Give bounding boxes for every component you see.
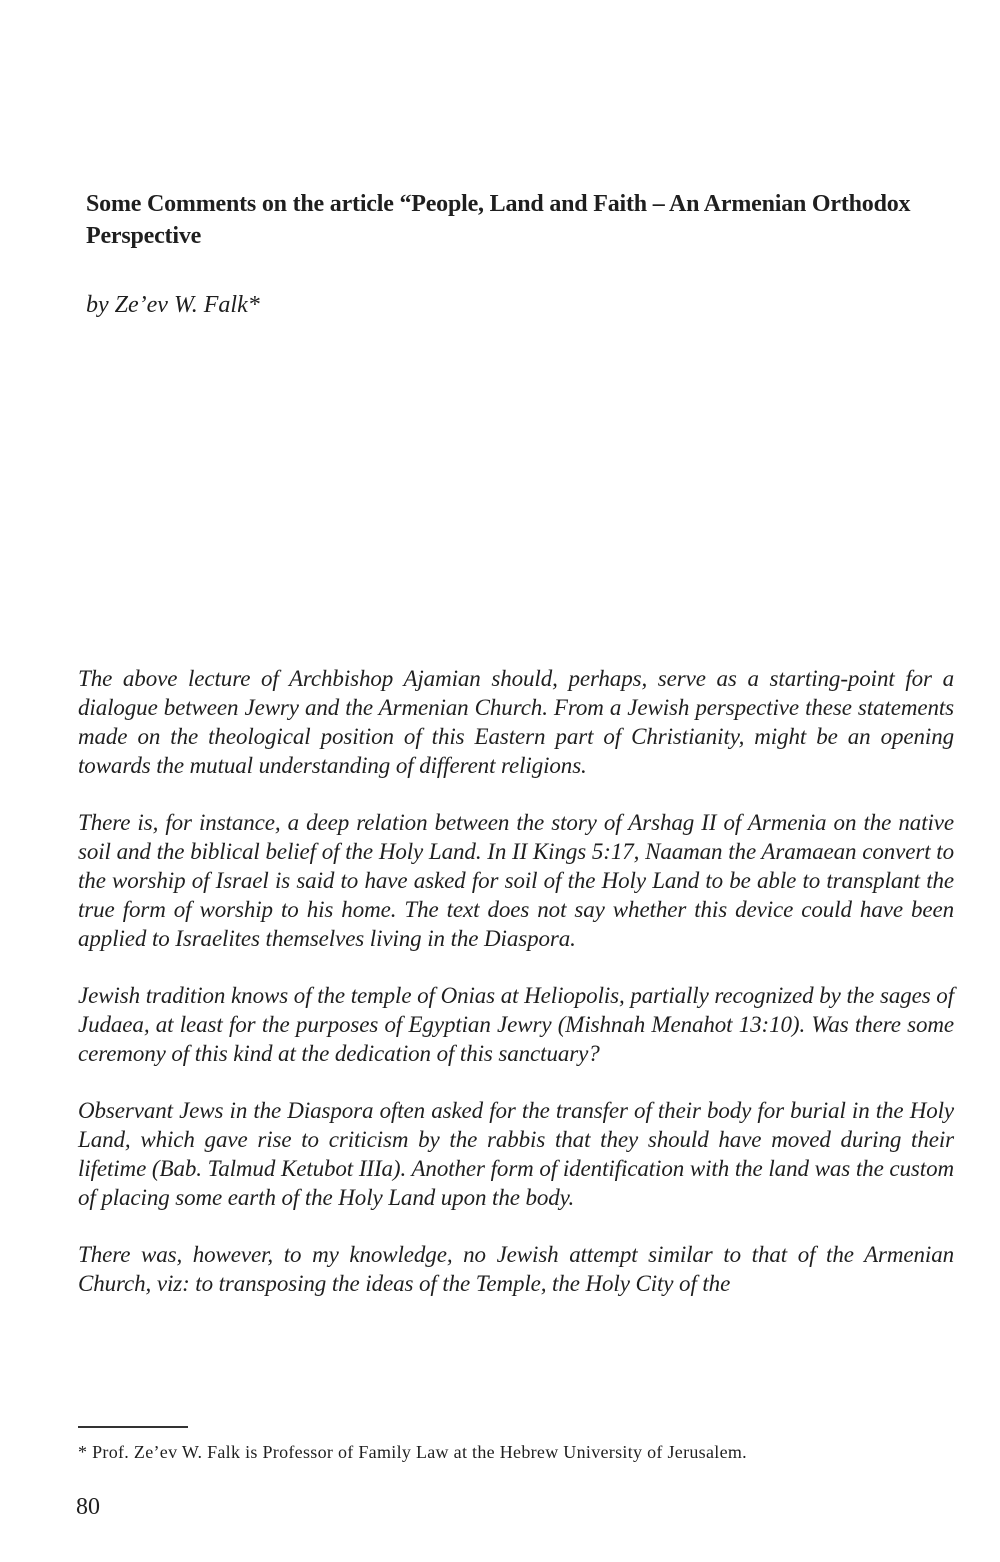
paragraph: Observant Jews in the Diaspora often asked for the transfer of their body for burial in the Holy Land, which gave rise to criticism by the rabbis that they should have moved during their lifetime (Bab. Talmud Ketubot IIIa). Another form of identification with the land was the custom of placing some earth of the Holy Land upon the body. (78, 1098, 954, 1210)
footnote-divider (78, 1426, 188, 1428)
paragraph: The above lecture of Archbishop Ajamian should, perhaps, serve as a starting-point for a dialogue between Jewry and the Armenian Church. From a Jewish perspective these statements made on the theological position of this Eastern part of Christianity, might be an opening towards the mutual understanding of different religions. (78, 666, 954, 778)
author-byline: by Ze’ev W. Falk* (86, 292, 260, 318)
paragraph: Jewish tradition knows of the temple of Onias at Heliopolis, partially recognized by the sages of Judaea, at least for the purposes of Egyptian Jewry (Mishnah Menahot 13:10). Was there some ceremony of this kind at the dedication of this sanctuary? (78, 983, 954, 1066)
paragraph: There was, however, to my knowledge, no Jewish attempt similar to that of the Armenian Church, viz: to transposing the ideas of the Temple, the Holy City of the (78, 1242, 954, 1296)
page-number: 80 (76, 1494, 100, 1520)
article-title: Some Comments on the article “People, Land and Faith – An Armenian Orthodox Perspective (86, 191, 911, 249)
paragraph: There is, for instance, a deep relation between the story of Arshag II of Armenia on the native soil and the biblical belief of the Holy Land. In II Kings 5:17, Naaman the Aramaean convert to the worship of Israel is said to have asked for soil of the Holy Land to be able to transplant the true form of worship to his home. The text does not say whether this device could have been applied to Israelites themselves living in the Diaspora. (78, 810, 954, 951)
footnote: * Prof. Ze’ev W. Falk is Professor of Family Law at the Hebrew University of Jerusalem. (78, 1442, 747, 1462)
article-body (78, 664, 954, 1326)
